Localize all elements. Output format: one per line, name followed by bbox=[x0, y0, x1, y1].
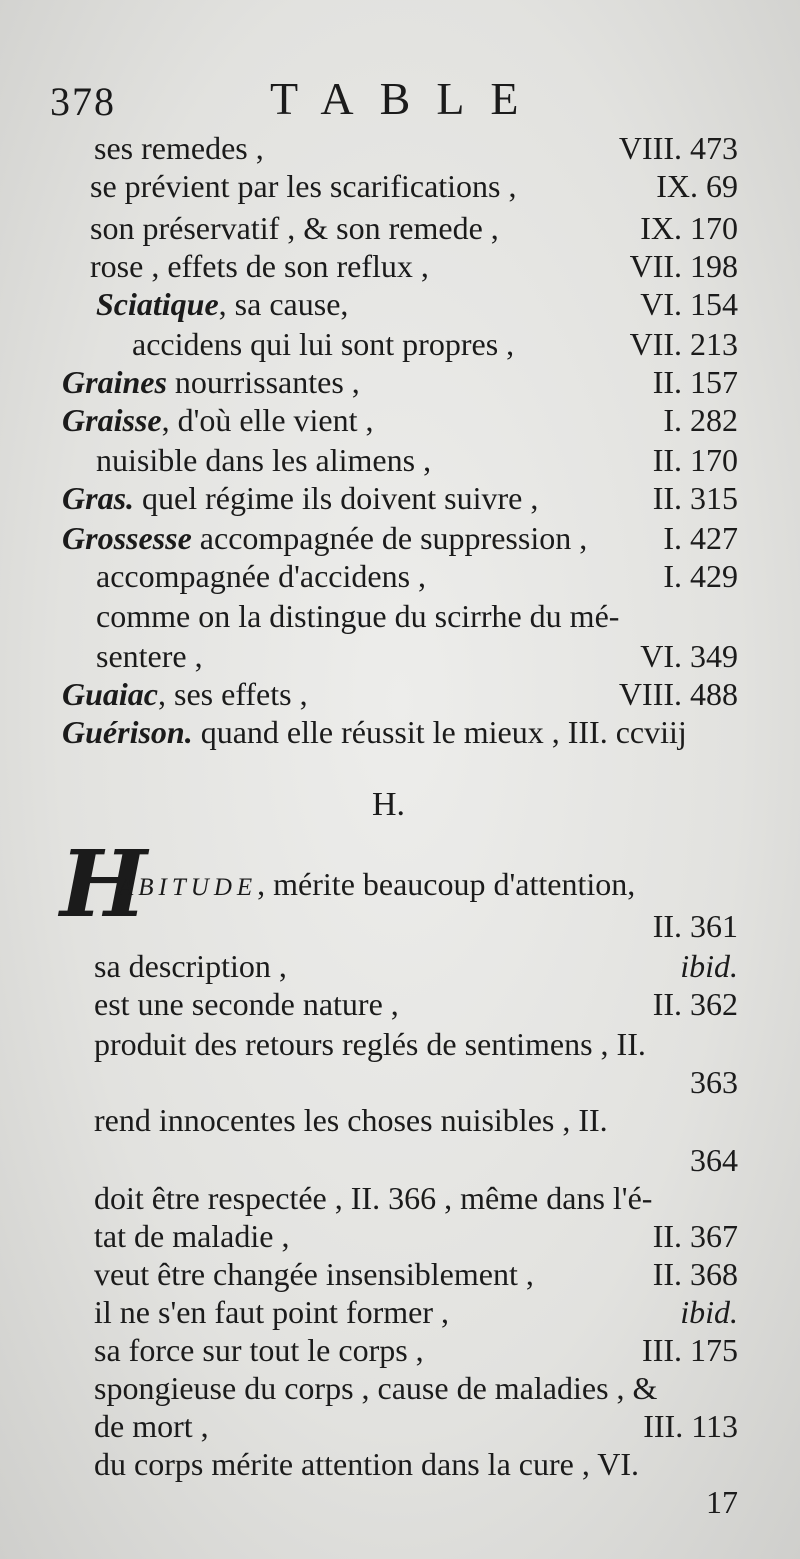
entry-reference: I. 427 bbox=[663, 520, 738, 556]
index-entry bbox=[0, 478, 800, 518]
running-title: TABLE bbox=[270, 73, 545, 124]
index-entry bbox=[0, 284, 800, 324]
entry-text bbox=[96, 440, 431, 480]
entry-text bbox=[96, 556, 426, 596]
entry-text bbox=[90, 208, 499, 248]
entry-body: , ses effets , bbox=[158, 676, 308, 712]
entry-text: spongieuse du corps , cause de maladies , & bbox=[94, 1370, 658, 1406]
entry-text: tat de maladie , bbox=[94, 1218, 290, 1254]
entry-reference: ibid. bbox=[680, 948, 738, 984]
entry-head: ABITUDE bbox=[118, 874, 258, 901]
entry-head: Gras. bbox=[62, 480, 135, 516]
entry-reference: VI. 349 bbox=[640, 638, 738, 674]
index-entry bbox=[0, 1178, 800, 1218]
entry-body: , sa cause, bbox=[218, 286, 349, 322]
index-entry bbox=[0, 674, 800, 714]
entry-text bbox=[62, 362, 360, 402]
entry-text: est une seconde nature , bbox=[94, 986, 399, 1022]
index-entry bbox=[0, 1100, 800, 1140]
entry-reference: VII. 198 bbox=[629, 248, 738, 284]
entry-head: Graines bbox=[62, 364, 167, 400]
entry-head: Graisse bbox=[62, 402, 162, 438]
entry-text bbox=[96, 596, 619, 636]
entry-text: du corps mérite attention dans la cure , VI. bbox=[94, 1446, 640, 1482]
index-entry bbox=[0, 128, 800, 168]
entry-text: , mérite beaucoup d'attention, bbox=[257, 866, 636, 902]
entry-text: rend innocentes les choses nuisibles , II. bbox=[94, 1102, 608, 1138]
index-entry bbox=[0, 1444, 800, 1484]
index-entry bbox=[0, 1062, 800, 1102]
index-entry bbox=[0, 1406, 800, 1446]
entry-body: se prévient par les scarifications , bbox=[90, 168, 517, 204]
entry-reference: II. 361 bbox=[652, 908, 738, 944]
entry-reference: VI. 154 bbox=[640, 286, 738, 322]
section-heading-h: H. bbox=[372, 786, 406, 823]
entry-reference: II. 367 bbox=[652, 1218, 738, 1254]
entry-text bbox=[132, 324, 514, 364]
entry-body: accompagnée de suppression , bbox=[191, 520, 588, 556]
entry-head: Guérison. bbox=[62, 714, 193, 750]
entry-text bbox=[96, 284, 348, 324]
entry-body: comme on la distingue du scirrhe du mé- bbox=[96, 598, 620, 634]
entry-reference: 17 bbox=[706, 1484, 738, 1520]
index-entry bbox=[0, 556, 800, 596]
entry-reference: II. 368 bbox=[652, 1256, 738, 1292]
page-number: 378 bbox=[50, 79, 116, 124]
entry-body: sentere , bbox=[96, 638, 203, 674]
entry-body: accompagnée d'accidens , bbox=[96, 558, 427, 594]
entry-body: , d'où elle vient , bbox=[161, 402, 374, 438]
entry-text: sa force sur tout le corps , bbox=[94, 1332, 424, 1368]
index-entry bbox=[0, 1368, 800, 1408]
index-entry bbox=[0, 636, 800, 676]
index-entry bbox=[0, 246, 800, 286]
entry-text: sa description , bbox=[94, 948, 287, 984]
entry-body: nuisible dans les alimens , bbox=[96, 442, 432, 478]
entry-text bbox=[90, 246, 429, 286]
entry-head: Grossesse bbox=[62, 520, 192, 556]
entry-text bbox=[62, 712, 687, 752]
entry-reference: IX. 69 bbox=[656, 168, 738, 204]
entry-reference: I. 282 bbox=[663, 402, 738, 438]
entry-text: de mort , bbox=[94, 1408, 209, 1444]
index-entry bbox=[0, 1254, 800, 1294]
index-entry bbox=[0, 596, 800, 636]
entry-reference: 363 bbox=[690, 1064, 738, 1100]
entry-text: doit être respectée , II. 366 , même dans l'é- bbox=[94, 1180, 653, 1216]
index-entry bbox=[0, 712, 800, 752]
entry-reference: IX. 170 bbox=[640, 210, 738, 246]
entry-reference: 364 bbox=[690, 1142, 738, 1178]
index-entry bbox=[0, 324, 800, 364]
index-entry bbox=[0, 984, 800, 1024]
entry-text bbox=[62, 400, 374, 440]
index-entry bbox=[0, 1292, 800, 1332]
drop-cap: H bbox=[60, 830, 147, 938]
index-entry bbox=[0, 518, 800, 558]
entry-body: ses remedes , bbox=[94, 130, 264, 166]
entry-text bbox=[62, 518, 587, 558]
entry-body: rose , effets de son reflux , bbox=[90, 248, 429, 284]
entry-reference: I. 429 bbox=[663, 558, 738, 594]
entry-head: Sciatique bbox=[96, 286, 219, 322]
index-entry bbox=[0, 208, 800, 248]
entry-reference: VIII. 488 bbox=[618, 676, 738, 712]
index-entry bbox=[0, 1330, 800, 1370]
entry-body: nourrissantes , bbox=[166, 364, 360, 400]
entry-body: son préservatif , & son remede , bbox=[90, 210, 499, 246]
entry-reference: II. 170 bbox=[652, 442, 738, 478]
entry-habitude bbox=[118, 866, 635, 903]
index-entry bbox=[0, 400, 800, 440]
entry-reference: II. 157 bbox=[652, 364, 738, 400]
index-entry bbox=[0, 1216, 800, 1256]
entry-text bbox=[90, 166, 517, 206]
entry-text: produit des retours reglés de sentimens , II. bbox=[94, 1026, 646, 1062]
entry-body: quel régime ils doivent suivre , bbox=[134, 480, 539, 516]
entry-reference: III. 175 bbox=[642, 1332, 738, 1368]
entry-reference: VII. 213 bbox=[629, 326, 738, 362]
entry-reference: II. 315 bbox=[652, 480, 738, 516]
index-entry bbox=[0, 1140, 800, 1180]
entry-reference: III. 113 bbox=[643, 1408, 738, 1444]
entry-head: Guaiac bbox=[62, 676, 158, 712]
entry-text: il ne s'en faut point former , bbox=[94, 1294, 449, 1330]
entry-text: veut être changée insensiblement , bbox=[94, 1256, 534, 1292]
entry-text bbox=[96, 636, 203, 676]
index-entry bbox=[0, 946, 800, 986]
entry-text bbox=[94, 128, 264, 168]
index-entry bbox=[0, 906, 800, 946]
entry-reference: ibid. bbox=[680, 1294, 738, 1330]
entry-text bbox=[62, 674, 308, 714]
entry-body: accidens qui lui sont propres , bbox=[132, 326, 515, 362]
entry-text bbox=[62, 478, 538, 518]
index-entry bbox=[0, 440, 800, 480]
index-entry bbox=[0, 166, 800, 206]
entry-reference: VIII. 473 bbox=[618, 130, 738, 166]
entry-reference: II. 362 bbox=[652, 986, 738, 1022]
index-entry bbox=[0, 1482, 800, 1522]
entry-body: quand elle réussit le mieux , III. ccviij bbox=[192, 714, 687, 750]
page-header bbox=[0, 72, 800, 132]
index-entry bbox=[0, 1024, 800, 1064]
index-entry bbox=[0, 362, 800, 402]
